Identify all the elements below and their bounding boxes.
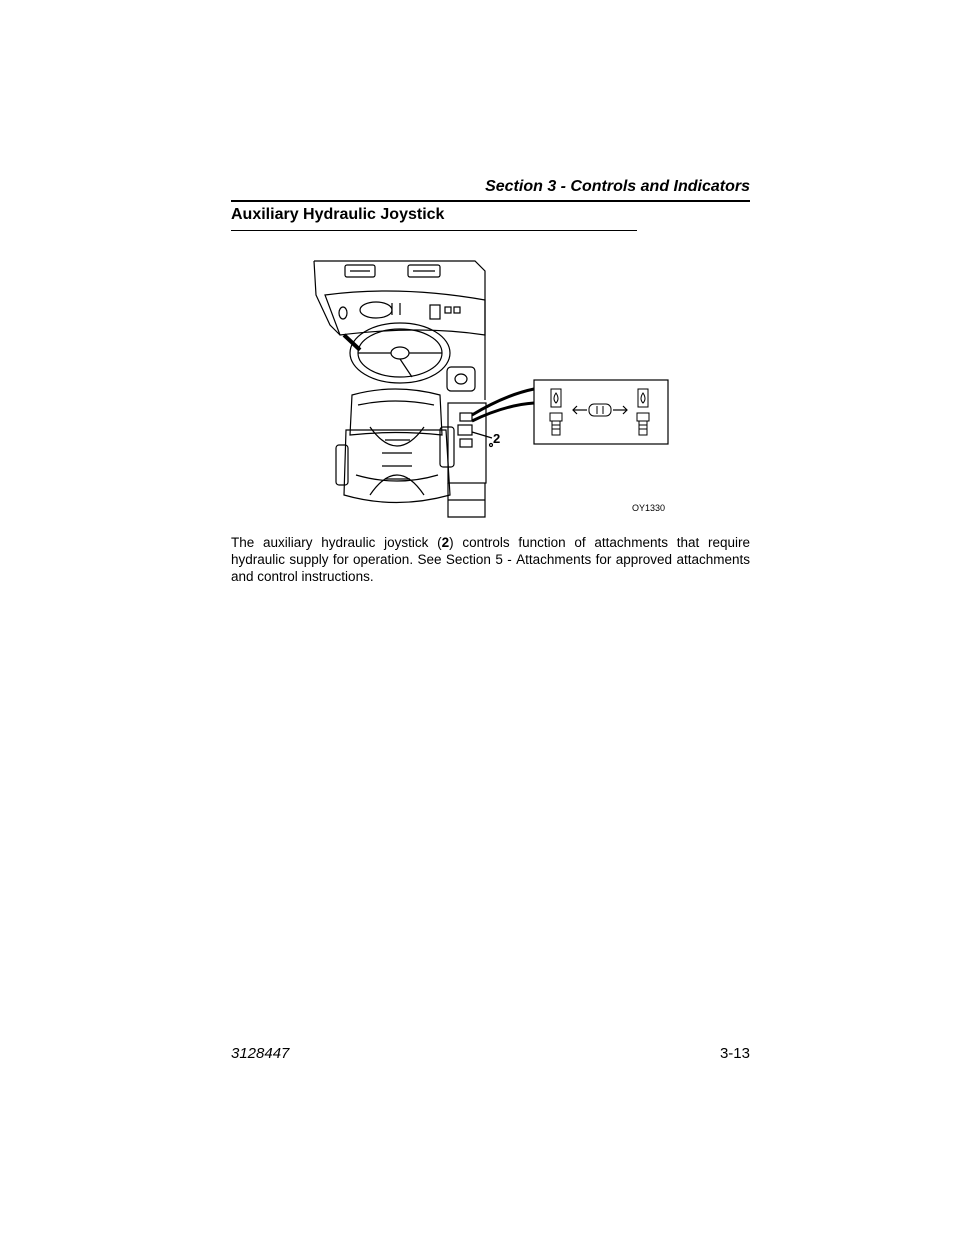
left-arrow-icon (573, 406, 587, 414)
section-header (231, 176, 750, 202)
quick-coupler-icon (550, 404, 649, 435)
body-callout-ref: 2 (441, 535, 450, 550)
heading-block (231, 205, 637, 231)
body-text-end: ) controls function of attachments that require hydraulic supply for operation. See Section 5 - Attachments for approved attachments and control instructions. (231, 535, 751, 584)
page-heading: Auxiliary Hydraulic Joystick (231, 206, 445, 223)
body-paragraph (231, 534, 750, 585)
cab-controls-figure (300, 255, 680, 523)
body-text-start: The auxiliary hydraulic joystick ( (231, 535, 442, 550)
section-title: Section 3 - Controls and Indicators (485, 178, 750, 195)
right-arrow-icon (613, 406, 627, 414)
footer-doc-number: 3128447 (231, 1045, 290, 1062)
cab-illustration (300, 255, 680, 523)
figure-id: OY1330 (632, 503, 666, 513)
callout-number: 2 (493, 431, 501, 446)
footer-page-number: 3-13 (719, 1045, 750, 1062)
